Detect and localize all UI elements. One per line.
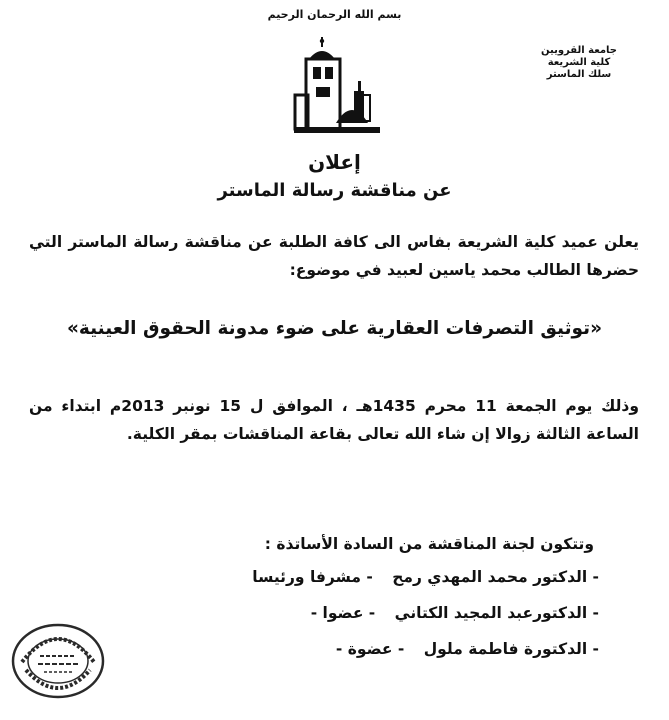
committee-intro: وتتكون لجنة المناقشة من السادة الأساتذة : — [264, 535, 594, 553]
committee-member — [311, 604, 599, 622]
faculty-stamp — [10, 622, 106, 700]
committee-member — [252, 568, 599, 586]
date-venue-paragraph: وذلك يوم الجمعة 11 محرم 1435هـ ، الموافق ل 15 نونبر 2013م ابتداء من الساعة الثالثة زوالا إن شاء الله تعالى بقاعة المناقشات بمقر الكلية. — [29, 397, 639, 443]
member-role: - مشرفا ورئيسا — [252, 568, 373, 586]
member-name: - الدكتورعبد المجيد الكتاني — [394, 604, 599, 622]
member-role: - عضوا - — [310, 604, 376, 622]
committee-member — [336, 640, 599, 658]
announcement-paragraph: يعلن عميد كلية الشريعة بفاس الى كافة الطلبة عن مناقشة رسالة الماستر التي حضرها الطالب محمد ياسين لعبيد في موضوع: — [29, 233, 639, 279]
announcement-title: إعلان — [308, 150, 361, 174]
basmala: بسم الله الرحمان الرحيم — [267, 8, 402, 21]
announcement-subtitle: عن مناقشة رسالة الماستر — [217, 180, 452, 201]
institution-header — [524, 45, 634, 81]
department-name: سلك الماستر — [546, 69, 612, 80]
member-name: - الدكتورة فاطمة ملول — [423, 640, 599, 658]
thesis-topic: «توثيق التصرفات العقارية على ضوء مدونة الحقوق العينية» — [66, 318, 603, 339]
university-name: جامعة القرويين — [541, 45, 617, 56]
member-role: - عضوة - — [335, 640, 405, 658]
faculty-name: كلية الشريعة — [547, 57, 611, 68]
mosque-icon — [292, 35, 382, 135]
member-name: - الدكتور محمد المهدي رمح — [392, 568, 599, 586]
